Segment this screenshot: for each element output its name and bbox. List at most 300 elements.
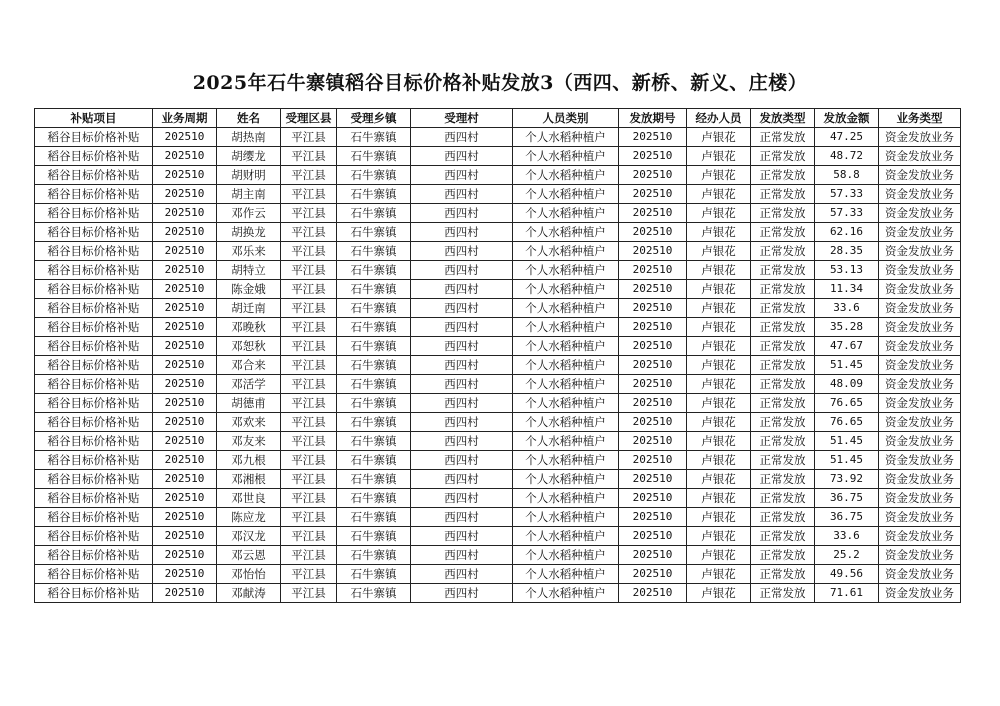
village-cell: 西四村 [411, 242, 513, 261]
amount-cell: 76.65 [815, 413, 879, 432]
category-cell: 个人水稻种植户 [513, 280, 619, 299]
amount-cell: 51.45 [815, 451, 879, 470]
table-row [35, 242, 961, 261]
village-cell: 西四村 [411, 470, 513, 489]
business-type-cell: 资金发放业务 [879, 204, 961, 223]
table-row [35, 527, 961, 546]
subsidy-item-cell: 稻谷目标价格补贴 [35, 546, 153, 565]
table-body [35, 128, 961, 603]
township-cell: 石牛寨镇 [337, 451, 411, 470]
handler-cell: 卢银花 [687, 432, 751, 451]
table-row [35, 261, 961, 280]
column-header: 受理村 [411, 109, 513, 128]
village-cell: 西四村 [411, 375, 513, 394]
township-cell: 石牛寨镇 [337, 223, 411, 242]
handler-cell: 卢银花 [687, 128, 751, 147]
village-cell: 西四村 [411, 166, 513, 185]
column-header: 补贴项目 [35, 109, 153, 128]
county-cell: 平江县 [281, 584, 337, 603]
issue-number-cell: 202510 [619, 356, 687, 375]
column-header: 人员类别 [513, 109, 619, 128]
subsidy-item-cell: 稻谷目标价格补贴 [35, 565, 153, 584]
period-cell: 202510 [153, 261, 217, 280]
business-type-cell: 资金发放业务 [879, 318, 961, 337]
county-cell: 平江县 [281, 413, 337, 432]
period-cell: 202510 [153, 128, 217, 147]
category-cell: 个人水稻种植户 [513, 546, 619, 565]
table-row [35, 375, 961, 394]
county-cell: 平江县 [281, 508, 337, 527]
village-cell: 西四村 [411, 261, 513, 280]
category-cell: 个人水稻种植户 [513, 242, 619, 261]
period-cell: 202510 [153, 470, 217, 489]
business-type-cell: 资金发放业务 [879, 356, 961, 375]
township-cell: 石牛寨镇 [337, 280, 411, 299]
issue-number-cell: 202510 [619, 337, 687, 356]
county-cell: 平江县 [281, 432, 337, 451]
amount-cell: 36.75 [815, 508, 879, 527]
handler-cell: 卢银花 [687, 394, 751, 413]
name-cell: 邓九根 [217, 451, 281, 470]
amount-cell: 62.16 [815, 223, 879, 242]
county-cell: 平江县 [281, 185, 337, 204]
business-type-cell: 资金发放业务 [879, 261, 961, 280]
township-cell: 石牛寨镇 [337, 318, 411, 337]
township-cell: 石牛寨镇 [337, 508, 411, 527]
county-cell: 平江县 [281, 261, 337, 280]
amount-cell: 71.61 [815, 584, 879, 603]
column-header: 受理区县 [281, 109, 337, 128]
subsidy-item-cell: 稻谷目标价格补贴 [35, 280, 153, 299]
handler-cell: 卢银花 [687, 546, 751, 565]
amount-cell: 33.6 [815, 527, 879, 546]
issue-type-cell: 正常发放 [751, 223, 815, 242]
handler-cell: 卢银花 [687, 337, 751, 356]
issue-type-cell: 正常发放 [751, 356, 815, 375]
subsidy-item-cell: 稻谷目标价格补贴 [35, 223, 153, 242]
period-cell: 202510 [153, 147, 217, 166]
amount-cell: 53.13 [815, 261, 879, 280]
issue-type-cell: 正常发放 [751, 261, 815, 280]
township-cell: 石牛寨镇 [337, 147, 411, 166]
column-header: 受理乡镇 [337, 109, 411, 128]
handler-cell: 卢银花 [687, 299, 751, 318]
name-cell: 邓湘根 [217, 470, 281, 489]
village-cell: 西四村 [411, 565, 513, 584]
issue-number-cell: 202510 [619, 280, 687, 299]
issue-number-cell: 202510 [619, 470, 687, 489]
handler-cell: 卢银花 [687, 261, 751, 280]
period-cell: 202510 [153, 375, 217, 394]
name-cell: 邓欢来 [217, 413, 281, 432]
amount-cell: 49.56 [815, 565, 879, 584]
amount-cell: 33.6 [815, 299, 879, 318]
table-row [35, 394, 961, 413]
table-row [35, 584, 961, 603]
name-cell: 邓汉龙 [217, 527, 281, 546]
business-type-cell: 资金发放业务 [879, 565, 961, 584]
village-cell: 西四村 [411, 584, 513, 603]
column-header: 姓名 [217, 109, 281, 128]
township-cell: 石牛寨镇 [337, 166, 411, 185]
county-cell: 平江县 [281, 546, 337, 565]
table-row [35, 337, 961, 356]
business-type-cell: 资金发放业务 [879, 223, 961, 242]
period-cell: 202510 [153, 280, 217, 299]
category-cell: 个人水稻种植户 [513, 432, 619, 451]
category-cell: 个人水稻种植户 [513, 299, 619, 318]
handler-cell: 卢银花 [687, 508, 751, 527]
period-cell: 202510 [153, 242, 217, 261]
period-cell: 202510 [153, 508, 217, 527]
township-cell: 石牛寨镇 [337, 204, 411, 223]
category-cell: 个人水稻种植户 [513, 508, 619, 527]
category-cell: 个人水稻种植户 [513, 318, 619, 337]
name-cell: 胡财明 [217, 166, 281, 185]
period-cell: 202510 [153, 223, 217, 242]
issue-number-cell: 202510 [619, 185, 687, 204]
subsidy-item-cell: 稻谷目标价格补贴 [35, 147, 153, 166]
name-cell: 陈应龙 [217, 508, 281, 527]
amount-cell: 57.33 [815, 204, 879, 223]
issue-type-cell: 正常发放 [751, 299, 815, 318]
subsidy-item-cell: 稻谷目标价格补贴 [35, 166, 153, 185]
business-type-cell: 资金发放业务 [879, 242, 961, 261]
business-type-cell: 资金发放业务 [879, 432, 961, 451]
county-cell: 平江县 [281, 204, 337, 223]
column-header: 业务类型 [879, 109, 961, 128]
issue-number-cell: 202510 [619, 375, 687, 394]
subsidy-item-cell: 稻谷目标价格补贴 [35, 128, 153, 147]
village-cell: 西四村 [411, 356, 513, 375]
subsidy-item-cell: 稻谷目标价格补贴 [35, 318, 153, 337]
subsidy-item-cell: 稻谷目标价格补贴 [35, 584, 153, 603]
county-cell: 平江县 [281, 318, 337, 337]
township-cell: 石牛寨镇 [337, 527, 411, 546]
table-row [35, 470, 961, 489]
village-cell: 西四村 [411, 432, 513, 451]
name-cell: 胡特立 [217, 261, 281, 280]
county-cell: 平江县 [281, 166, 337, 185]
village-cell: 西四村 [411, 185, 513, 204]
business-type-cell: 资金发放业务 [879, 299, 961, 318]
business-type-cell: 资金发放业务 [879, 375, 961, 394]
handler-cell: 卢银花 [687, 318, 751, 337]
period-cell: 202510 [153, 413, 217, 432]
period-cell: 202510 [153, 584, 217, 603]
name-cell: 邓活学 [217, 375, 281, 394]
name-cell: 邓恕秋 [217, 337, 281, 356]
township-cell: 石牛寨镇 [337, 413, 411, 432]
column-header: 发放期号 [619, 109, 687, 128]
township-cell: 石牛寨镇 [337, 337, 411, 356]
business-type-cell: 资金发放业务 [879, 584, 961, 603]
handler-cell: 卢银花 [687, 451, 751, 470]
amount-cell: 11.34 [815, 280, 879, 299]
issue-number-cell: 202510 [619, 242, 687, 261]
subsidy-item-cell: 稻谷目标价格补贴 [35, 470, 153, 489]
issue-number-cell: 202510 [619, 223, 687, 242]
table-row [35, 223, 961, 242]
amount-cell: 51.45 [815, 432, 879, 451]
name-cell: 邓合来 [217, 356, 281, 375]
handler-cell: 卢银花 [687, 280, 751, 299]
name-cell: 胡迁南 [217, 299, 281, 318]
business-type-cell: 资金发放业务 [879, 489, 961, 508]
village-cell: 西四村 [411, 204, 513, 223]
table-header [35, 109, 961, 128]
issue-type-cell: 正常发放 [751, 280, 815, 299]
issue-type-cell: 正常发放 [751, 394, 815, 413]
subsidy-item-cell: 稻谷目标价格补贴 [35, 299, 153, 318]
county-cell: 平江县 [281, 280, 337, 299]
issue-number-cell: 202510 [619, 261, 687, 280]
category-cell: 个人水稻种植户 [513, 470, 619, 489]
business-type-cell: 资金发放业务 [879, 546, 961, 565]
amount-cell: 57.33 [815, 185, 879, 204]
county-cell: 平江县 [281, 242, 337, 261]
table-row [35, 318, 961, 337]
township-cell: 石牛寨镇 [337, 375, 411, 394]
issue-number-cell: 202510 [619, 527, 687, 546]
issue-type-cell: 正常发放 [751, 508, 815, 527]
amount-cell: 47.25 [815, 128, 879, 147]
name-cell: 邓怡怡 [217, 565, 281, 584]
amount-cell: 36.75 [815, 489, 879, 508]
period-cell: 202510 [153, 356, 217, 375]
category-cell: 个人水稻种植户 [513, 223, 619, 242]
table-row [35, 166, 961, 185]
village-cell: 西四村 [411, 451, 513, 470]
village-cell: 西四村 [411, 413, 513, 432]
table-row [35, 489, 961, 508]
business-type-cell: 资金发放业务 [879, 508, 961, 527]
category-cell: 个人水稻种植户 [513, 527, 619, 546]
table-row [35, 432, 961, 451]
category-cell: 个人水稻种植户 [513, 584, 619, 603]
subsidy-item-cell: 稻谷目标价格补贴 [35, 508, 153, 527]
handler-cell: 卢银花 [687, 356, 751, 375]
issue-number-cell: 202510 [619, 166, 687, 185]
handler-cell: 卢银花 [687, 375, 751, 394]
village-cell: 西四村 [411, 280, 513, 299]
amount-cell: 73.92 [815, 470, 879, 489]
name-cell: 胡热南 [217, 128, 281, 147]
village-cell: 西四村 [411, 394, 513, 413]
county-cell: 平江县 [281, 147, 337, 166]
issue-type-cell: 正常发放 [751, 337, 815, 356]
category-cell: 个人水稻种植户 [513, 128, 619, 147]
handler-cell: 卢银花 [687, 565, 751, 584]
county-cell: 平江县 [281, 223, 337, 242]
handler-cell: 卢银花 [687, 584, 751, 603]
amount-cell: 47.67 [815, 337, 879, 356]
subsidy-item-cell: 稻谷目标价格补贴 [35, 527, 153, 546]
county-cell: 平江县 [281, 394, 337, 413]
table-row [35, 128, 961, 147]
township-cell: 石牛寨镇 [337, 394, 411, 413]
business-type-cell: 资金发放业务 [879, 470, 961, 489]
subsidy-item-cell: 稻谷目标价格补贴 [35, 204, 153, 223]
issue-type-cell: 正常发放 [751, 204, 815, 223]
name-cell: 邓云恩 [217, 546, 281, 565]
village-cell: 西四村 [411, 299, 513, 318]
name-cell: 邓世良 [217, 489, 281, 508]
county-cell: 平江县 [281, 527, 337, 546]
handler-cell: 卢银花 [687, 527, 751, 546]
issue-type-cell: 正常发放 [751, 470, 815, 489]
handler-cell: 卢银花 [687, 489, 751, 508]
village-cell: 西四村 [411, 318, 513, 337]
name-cell: 胡主南 [217, 185, 281, 204]
county-cell: 平江县 [281, 337, 337, 356]
business-type-cell: 资金发放业务 [879, 280, 961, 299]
county-cell: 平江县 [281, 299, 337, 318]
category-cell: 个人水稻种植户 [513, 185, 619, 204]
issue-type-cell: 正常发放 [751, 527, 815, 546]
table-row [35, 204, 961, 223]
table-row [35, 546, 961, 565]
issue-number-cell: 202510 [619, 128, 687, 147]
handler-cell: 卢银花 [687, 185, 751, 204]
village-cell: 西四村 [411, 128, 513, 147]
issue-type-cell: 正常发放 [751, 451, 815, 470]
table-row [35, 508, 961, 527]
table-row [35, 413, 961, 432]
issue-type-cell: 正常发放 [751, 242, 815, 261]
category-cell: 个人水稻种植户 [513, 375, 619, 394]
village-cell: 西四村 [411, 546, 513, 565]
issue-type-cell: 正常发放 [751, 318, 815, 337]
township-cell: 石牛寨镇 [337, 470, 411, 489]
category-cell: 个人水稻种植户 [513, 356, 619, 375]
issue-number-cell: 202510 [619, 204, 687, 223]
table-row [35, 185, 961, 204]
subsidy-item-cell: 稻谷目标价格补贴 [35, 261, 153, 280]
name-cell: 邓友来 [217, 432, 281, 451]
village-cell: 西四村 [411, 337, 513, 356]
issue-type-cell: 正常发放 [751, 489, 815, 508]
issue-number-cell: 202510 [619, 299, 687, 318]
issue-type-cell: 正常发放 [751, 584, 815, 603]
handler-cell: 卢银花 [687, 242, 751, 261]
village-cell: 西四村 [411, 527, 513, 546]
column-header: 业务周期 [153, 109, 217, 128]
amount-cell: 28.35 [815, 242, 879, 261]
name-cell: 邓晚秋 [217, 318, 281, 337]
period-cell: 202510 [153, 565, 217, 584]
category-cell: 个人水稻种植户 [513, 337, 619, 356]
period-cell: 202510 [153, 337, 217, 356]
name-cell: 胡缨龙 [217, 147, 281, 166]
business-type-cell: 资金发放业务 [879, 128, 961, 147]
table-row [35, 356, 961, 375]
handler-cell: 卢银花 [687, 413, 751, 432]
business-type-cell: 资金发放业务 [879, 451, 961, 470]
subsidy-item-cell: 稻谷目标价格补贴 [35, 185, 153, 204]
period-cell: 202510 [153, 527, 217, 546]
issue-type-cell: 正常发放 [751, 147, 815, 166]
township-cell: 石牛寨镇 [337, 489, 411, 508]
column-header: 发放类型 [751, 109, 815, 128]
amount-cell: 48.09 [815, 375, 879, 394]
issue-type-cell: 正常发放 [751, 432, 815, 451]
table-row [35, 147, 961, 166]
amount-cell: 76.65 [815, 394, 879, 413]
category-cell: 个人水稻种植户 [513, 204, 619, 223]
business-type-cell: 资金发放业务 [879, 185, 961, 204]
amount-cell: 48.72 [815, 147, 879, 166]
business-type-cell: 资金发放业务 [879, 147, 961, 166]
amount-cell: 51.45 [815, 356, 879, 375]
table-row [35, 451, 961, 470]
period-cell: 202510 [153, 166, 217, 185]
table-row [35, 565, 961, 584]
issue-number-cell: 202510 [619, 565, 687, 584]
name-cell: 邓献涛 [217, 584, 281, 603]
subsidy-item-cell: 稻谷目标价格补贴 [35, 489, 153, 508]
issue-number-cell: 202510 [619, 584, 687, 603]
county-cell: 平江县 [281, 356, 337, 375]
village-cell: 西四村 [411, 508, 513, 527]
period-cell: 202510 [153, 299, 217, 318]
subsidy-item-cell: 稻谷目标价格补贴 [35, 375, 153, 394]
subsidy-item-cell: 稻谷目标价格补贴 [35, 451, 153, 470]
subsidy-item-cell: 稻谷目标价格补贴 [35, 432, 153, 451]
handler-cell: 卢银花 [687, 223, 751, 242]
village-cell: 西四村 [411, 489, 513, 508]
period-cell: 202510 [153, 204, 217, 223]
township-cell: 石牛寨镇 [337, 584, 411, 603]
subsidy-item-cell: 稻谷目标价格补贴 [35, 242, 153, 261]
name-cell: 胡德甫 [217, 394, 281, 413]
page-title: 2025年石牛寨镇稻谷目标价格补贴发放3（西四、新桥、新义、庄楼） [192, 72, 808, 94]
period-cell: 202510 [153, 185, 217, 204]
handler-cell: 卢银花 [687, 204, 751, 223]
issue-number-cell: 202510 [619, 508, 687, 527]
column-header: 发放金额 [815, 109, 879, 128]
issue-number-cell: 202510 [619, 413, 687, 432]
business-type-cell: 资金发放业务 [879, 337, 961, 356]
issue-type-cell: 正常发放 [751, 413, 815, 432]
county-cell: 平江县 [281, 128, 337, 147]
category-cell: 个人水稻种植户 [513, 413, 619, 432]
issue-type-cell: 正常发放 [751, 185, 815, 204]
village-cell: 西四村 [411, 147, 513, 166]
county-cell: 平江县 [281, 565, 337, 584]
subsidy-item-cell: 稻谷目标价格补贴 [35, 394, 153, 413]
issue-type-cell: 正常发放 [751, 128, 815, 147]
township-cell: 石牛寨镇 [337, 261, 411, 280]
name-cell: 邓作云 [217, 204, 281, 223]
category-cell: 个人水稻种植户 [513, 451, 619, 470]
period-cell: 202510 [153, 546, 217, 565]
township-cell: 石牛寨镇 [337, 565, 411, 584]
county-cell: 平江县 [281, 451, 337, 470]
issue-type-cell: 正常发放 [751, 546, 815, 565]
table-row [35, 299, 961, 318]
period-cell: 202510 [153, 489, 217, 508]
name-cell: 邓乐来 [217, 242, 281, 261]
period-cell: 202510 [153, 451, 217, 470]
issue-number-cell: 202510 [619, 451, 687, 470]
period-cell: 202510 [153, 394, 217, 413]
township-cell: 石牛寨镇 [337, 546, 411, 565]
issue-number-cell: 202510 [619, 394, 687, 413]
category-cell: 个人水稻种植户 [513, 489, 619, 508]
business-type-cell: 资金发放业务 [879, 413, 961, 432]
name-cell: 胡换龙 [217, 223, 281, 242]
